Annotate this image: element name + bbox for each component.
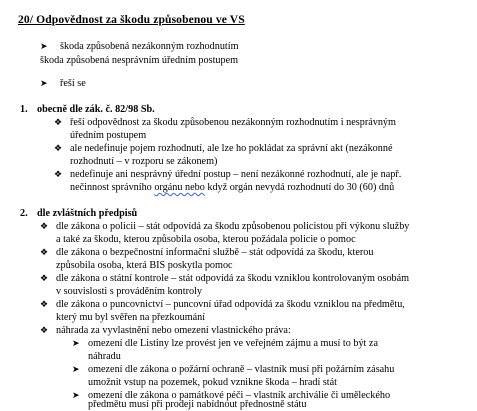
section-2-item-3-line-2: v souvislosti s prováděním kontroly xyxy=(56,286,203,297)
subitem-2-line-2: umožnit vstup na pozemek, pokud vznikne škoda – hradí stát xyxy=(88,377,337,388)
section-2-item-2-line-1: dle zákona o bezpečnostní informační službě – stát odpovídá za škodu, kterou xyxy=(56,247,374,258)
text-run: nečinnost správního xyxy=(70,182,155,193)
section-1-heading: obecně dle zák. č. 82/98 Sb. xyxy=(37,104,155,115)
intro-line-2: škoda způsobená nesprávním úředním postupem xyxy=(40,55,239,66)
section-2-item-5-line-1: náhrada za vyvlastnění nebo omezení vlastnického práva: xyxy=(56,325,291,336)
section-2-item-2-line-2: způsobila osoba, která BIS poskytla pomoc xyxy=(56,260,233,271)
section-1-item-1-line-2: úředním postupem xyxy=(70,130,147,141)
document-title: 20/ Odpovědnost za škodu způsobenou ve VS xyxy=(18,13,245,26)
section-2-heading: dle zvláštních předpisů xyxy=(37,208,138,219)
arrow-bullet-icon: ➤ xyxy=(72,390,80,400)
arrow-bullet-icon: ➤ xyxy=(40,78,48,88)
section-1-number: 1. xyxy=(20,104,28,115)
subitem-3-line-1: omezení dle zákona o památkové péči – vlastník archiválie či uměleckého xyxy=(88,390,391,401)
section-1-item-3-line-1: nedefinuje ani nesprávný úřední postup – není nezákonné rozhodnutí, ale je např. xyxy=(70,169,402,180)
subitem-3-line-2: předmětu musí při prodeji nabídnout přednostně státu xyxy=(88,399,307,410)
section-2-item-4-line-1: dle zákona o puncovnictví – puncovní úřad odpovídá za škodu vzniklou na předmětu, xyxy=(56,299,405,310)
subitem-1-line-1: omezení dle Listiny lze provést jen ve veřejném zájmu a musí to být za xyxy=(88,338,378,349)
diamond-bullet-icon: ❖ xyxy=(40,247,49,257)
text-run: když orgán nevydá rozhodnutí do 30 (60) dnů xyxy=(204,182,395,193)
diamond-bullet-icon: ❖ xyxy=(40,325,49,335)
intro-line-1: škoda způsobená nezákonným rozhodnutím xyxy=(60,41,239,52)
arrow-bullet-icon: ➤ xyxy=(72,338,80,348)
section-2-item-1-line-1: dle zákona o policii – stát odpovídá za škodu způsobenou policistou při výkonu služby xyxy=(56,221,410,232)
subitem-1-line-2: náhradu xyxy=(88,351,121,362)
spellcheck-underlined-text: orgánu nebo xyxy=(154,182,205,193)
diamond-bullet-icon: ❖ xyxy=(40,299,49,309)
section-1-item-2-line-1: ale nedefinuje pojem rozhodnutí, ale lze ho pokládat za správní akt (nezákonné xyxy=(70,143,393,154)
section-2-item-3-line-1: dle zákona o státní kontrole – stát odpovídá za škodu vzniklou kontrolovaným osobám xyxy=(56,273,410,284)
section-2-item-4-line-2: který mu byl svěřen na přezkoumání xyxy=(56,312,206,323)
diamond-bullet-icon: ❖ xyxy=(54,143,63,153)
diamond-bullet-icon: ❖ xyxy=(54,169,63,179)
section-1-item-1-line-1: řeší odpovědnost za škodu způsobenou nezákonným rozhodnutím i nesprávným xyxy=(70,117,396,128)
diamond-bullet-icon: ❖ xyxy=(54,117,63,127)
subitem-2-line-1: omezení dle zákona o požární ochraně – vlastník musí při požárním zásahu xyxy=(88,364,395,375)
diamond-bullet-icon: ❖ xyxy=(40,273,49,283)
section-1-item-3-line-2 xyxy=(70,181,394,194)
diamond-bullet-icon: ❖ xyxy=(40,221,49,231)
section-2-number: 2. xyxy=(20,208,28,219)
section-2-item-1-line-2: a také za škodu, kterou způsobila osoba, kterou požádala policie o pomoc xyxy=(56,234,356,245)
arrow-bullet-icon: ➤ xyxy=(40,41,48,51)
arrow-bullet-icon: ➤ xyxy=(72,364,80,374)
section-1-item-2-line-2: rozhodnutí – v rozporu se zákonem) xyxy=(70,156,218,167)
intro-solved: řeší se xyxy=(60,78,86,89)
